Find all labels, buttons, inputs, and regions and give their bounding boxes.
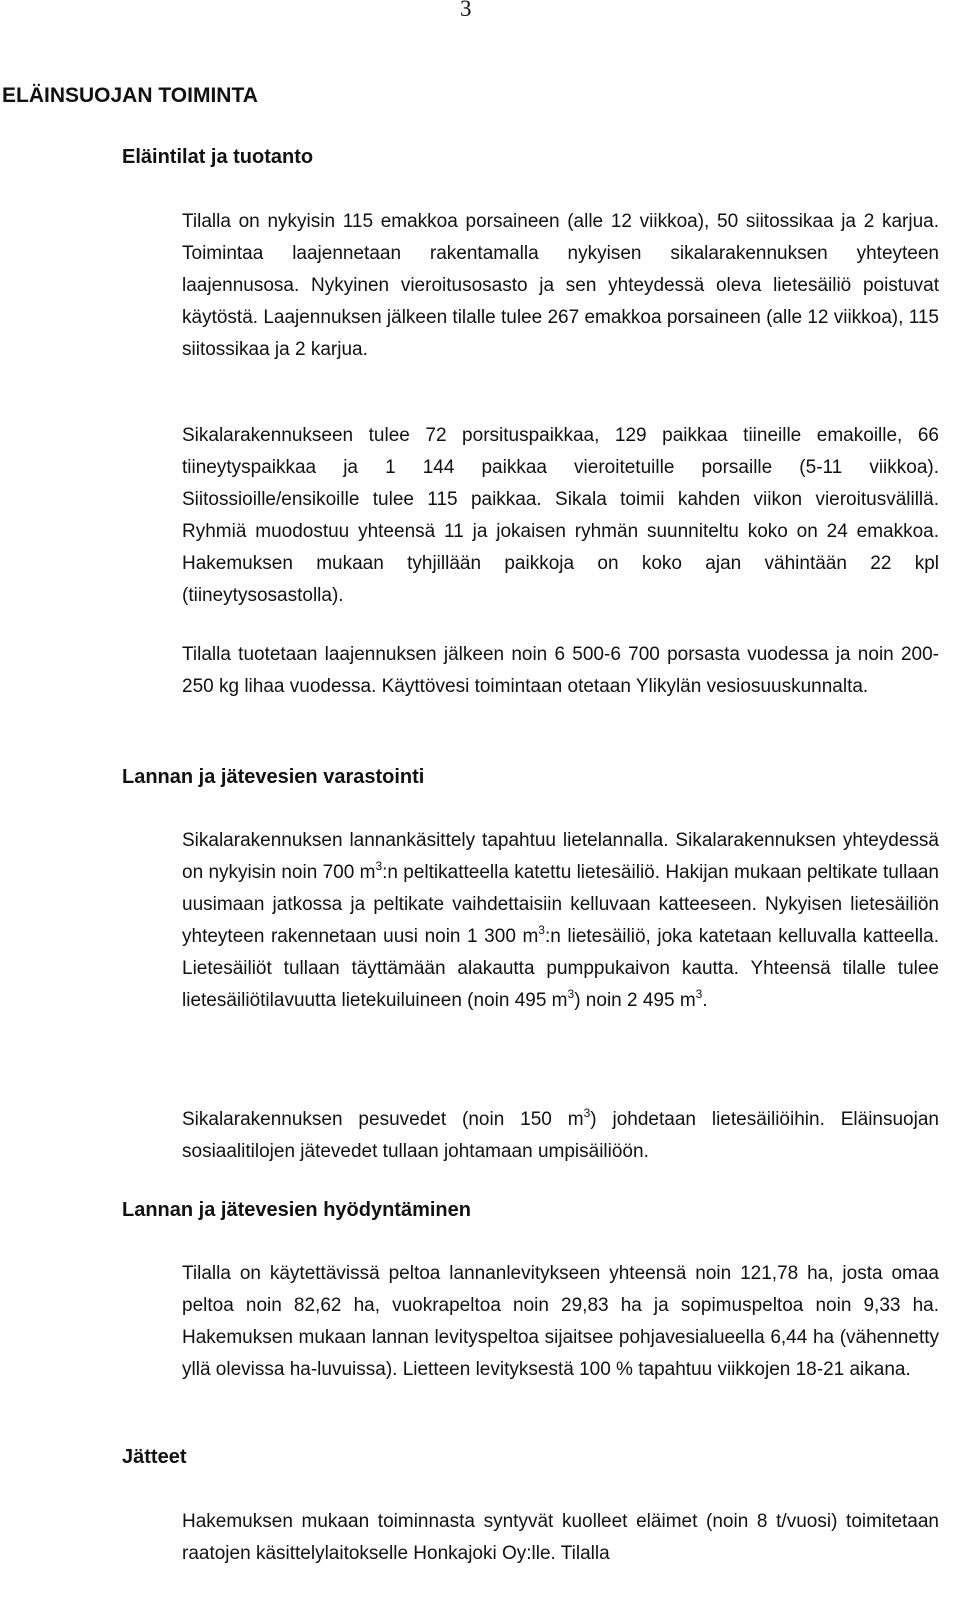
heading-jatteet: Jätteet (122, 1446, 187, 1468)
superscript: 3 (695, 986, 703, 1001)
heading-varastointi: Lannan ja jätevesien varastointi (122, 766, 425, 788)
superscript: 3 (538, 922, 545, 937)
main-title: ELÄINSUOJAN TOIMINTA (2, 84, 258, 107)
superscript: 3 (567, 986, 575, 1001)
superscript: 3 (583, 1105, 591, 1120)
paragraph-varastointi-1: Sikalarakennuksen lannankäsittely tapahtuu lietelannalla. Sikalarakennuksen yhteydessä on nykyisin noin 700 $m^3:n$ peltikatteella katettu lietesäiliö. Hakijan mukaan peltikate tullaan uusimaan jatkossa ja peltikate vaihdettaisiin kelluvaan katteeseen. Nykyisen lietesäiliön yhteyteen rakennetaan uusi noin 1 300 $m^3:n$ lietesäiliö, joka katetaan kelluvalla katteella. Lietesäiliöt tullaan täyttämään alakautta pumppukaivon kautta. Yhteensä tilalle tulee lietesäiliötilavuutta lietekuiluineen (noin 495 $m^3$) noin 2 495 $m^3$. (182, 830, 939, 1011)
paragraph-jatteet-1: Hakemuksen mukaan toiminnasta syntyvät kuolleet eläimet (noin 8 t/vuosi) toimitetaan raatojen käsittelylaitokselle Honkajoki Oy:lle. Tilalla (182, 1511, 939, 1564)
paragraph-elaintilat-2: Sikalarakennukseen tulee 72 porsituspaikkaa, 129 paikkaa tiineille emakoille, 66 tiineytyspaikkaa ja 1 144 paikkaa vieroitetuille porsaille (5-11 viikkoa). Siitossioille/ensikoille tulee 115 paikkaa. Sikala toimii kahden viikon vieroitusvälillä. Ryhmiä muodostuu yhteensä 11 ja jokaisen ryhmän suunniteltu koko on 24 emakkoa. Hakemuksen mukaan tyhjillään paikkoja on koko ajan vähintään 22 kpl (tiineytysosastolla). (182, 425, 939, 606)
page-number: 3 (460, 0, 472, 21)
paragraph-hyodyntaminen-1: Tilalla on käytettävissä peltoa lannanlevitykseen yhteensä noin 121,78 ha, josta omaa peltoa noin 82,62 ha, vuokrapeltoa noin 29,83 ha ja sopimuspeltoa noin 9,33 ha. Hakemuksen mukaan lannan levityspeltoa sijaitsee pohjavesialueella 6,44 ha (vähennetty yllä olevissa ha-luvuissa). Lietteen levityksestä 100 % tapahtuu viikkojen 18-21 aikana. (182, 1263, 939, 1380)
paragraph-elaintilat-1: Tilalla on nykyisin 115 emakkoa porsaineen (alle 12 viikkoa), 50 siitossikaa ja 2 karjua. Toimintaa laajennetaan rakentamalla nykyisen sikalarakennuksen yhteyteen laajennusosa. Nykyinen vieroitusosasto ja sen yhteydessä oleva lietesäiliö poistuvat käytöstä. Laajennuksen jälkeen tilalle tulee 267 emakkoa porsaineen (alle 12 viikkoa), 115 siitossikaa ja 2 karjua. (182, 211, 939, 360)
heading-hyodyntaminen: Lannan ja jätevesien hyödyntäminen (122, 1199, 471, 1221)
heading-elaintilat: Eläintilat ja tuotanto (122, 146, 314, 168)
paragraph-elaintilat-3: Tilalla tuotetaan laajennuksen jälkeen noin 6 500-6 700 porsasta vuodessa ja noin 200-250 kg lihaa vuodessa. Käyttövesi toimintaan otetaan Ylikylän vesiosuuskunnalta. (182, 644, 939, 697)
superscript: 3 (375, 858, 383, 873)
paragraph-varastointi-2: Sikalarakennuksen pesuvedet (noin 150 $m^3$) johdetaan lietesäiliöihin. Eläinsuojan sosiaalitilojen jätevedet tullaan johtamaan umpisäiliöön. (182, 1105, 939, 1162)
